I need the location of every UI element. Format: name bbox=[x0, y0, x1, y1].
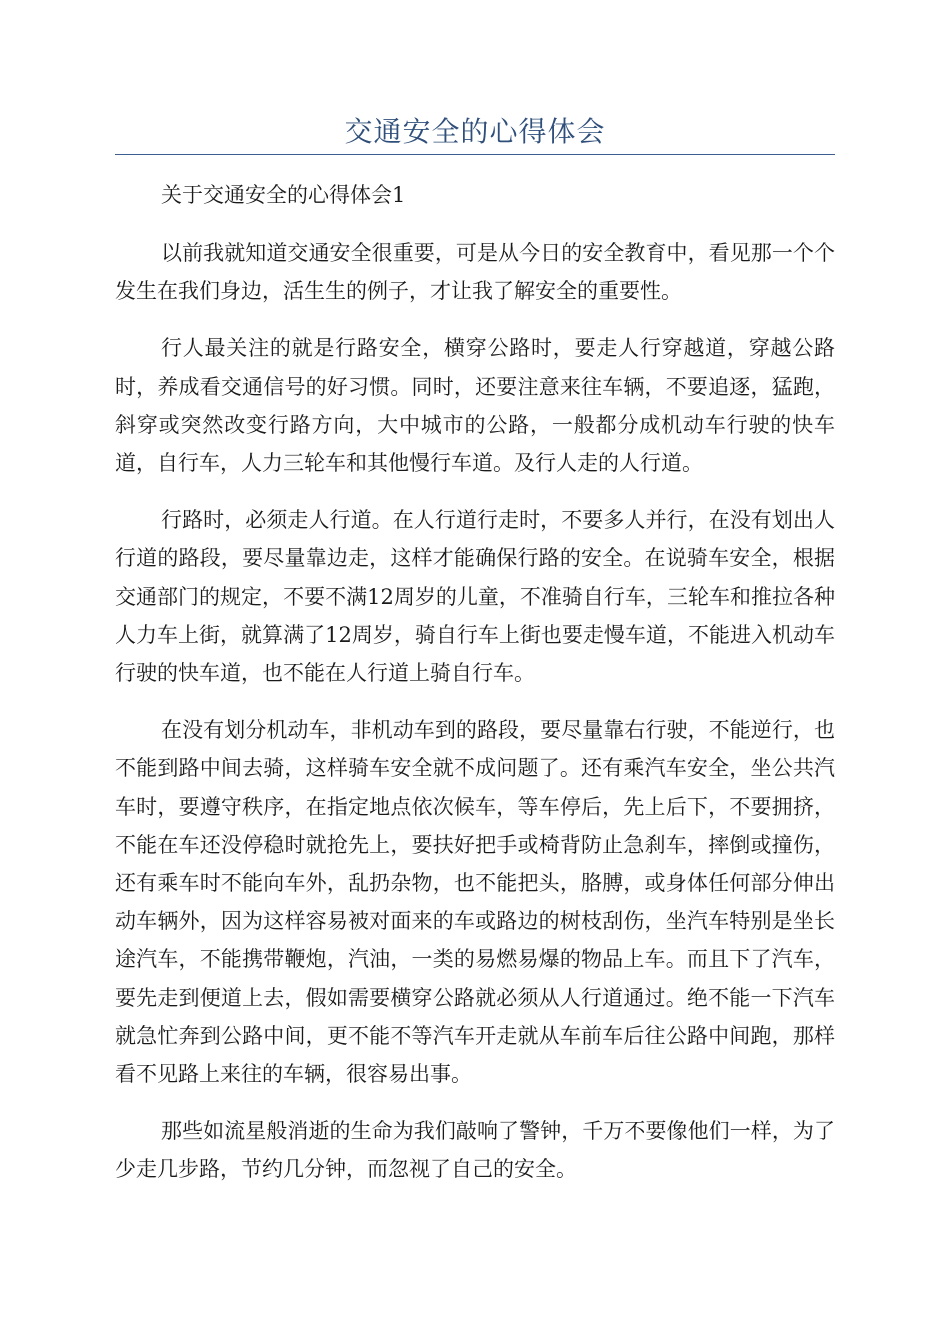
paragraph: 行人最关注的就是行路安全，横穿公路时，要走人行穿越道，穿越公路时，养成看交通信号的好习惯。同时，还要注意来往车辆，不要追逐，猛跑，斜穿或突然改变行路方向，大中城市的公路，一般都分成机动车行驶的快车道，自行车，人力三轮车和其他慢行车道。及行人走的人行道。 bbox=[115, 336, 835, 476]
document-body bbox=[115, 176, 835, 1208]
document-title: 交通安全的心得体会 bbox=[344, 115, 606, 148]
paragraph: 那些如流星般消逝的生命为我们敲响了警钟，千万不要像他们一样，为了少走几步路，节约几分钟，而忽视了自己的安全。 bbox=[115, 1119, 835, 1182]
section-heading: 关于交通安全的心得体会1 bbox=[161, 183, 406, 207]
paragraph: 行路时，必须走人行道。在人行道行走时，不要多人并行，在没有划出人行道的路段，要尽量靠边走，这样才能确保行路的安全。在说骑车安全，根据交通部门的规定，不要不满12周岁的儿童，不准骑自行车，三轮车和推拉各种人力车上街，就算满了12周岁，骑自行车上街也要走慢车道，不能进入机动车行驶的快车道，也不能在人行道上骑自行车。 bbox=[115, 508, 835, 686]
paragraph: 在没有划分机动车，非机动车到的路段，要尽量靠右行驶，不能逆行，也不能到路中间去骑，这样骑车安全就不成问题了。还有乘汽车安全，坐公共汽车时，要遵守秩序，在指定地点依次候车，等车停后，先上后下，不要拥挤，不能在车还没停稳时就抢先上，要扶好把手或椅背防止急刹车，摔倒或撞伤，还有乘车时不能向车外，乱扔杂物，也不能把头，胳膊，或身体任何部分伸出动车辆外，因为这样容易被对面来的车或路边的树枝刮伤，坐汽车特别是坐长途汽车，不能携带鞭炮，汽油，一类的易燃易爆的物品上车。而且下了汽车，要先走到便道上去，假如需要横穿公路就必须从人行道通过。绝不能一下汽车就急忙奔到公路中间，更不能不等汽车开走就从车前车后往公路中间跑，那样看不见路上来往的车辆，很容易出事。 bbox=[115, 718, 835, 1087]
paragraph: 以前我就知道交通安全很重要，可是从今日的安全教育中，看见那一个个发生在我们身边，活生生的例子，才让我了解安全的重要性。 bbox=[115, 241, 835, 304]
title-underline bbox=[115, 154, 835, 155]
